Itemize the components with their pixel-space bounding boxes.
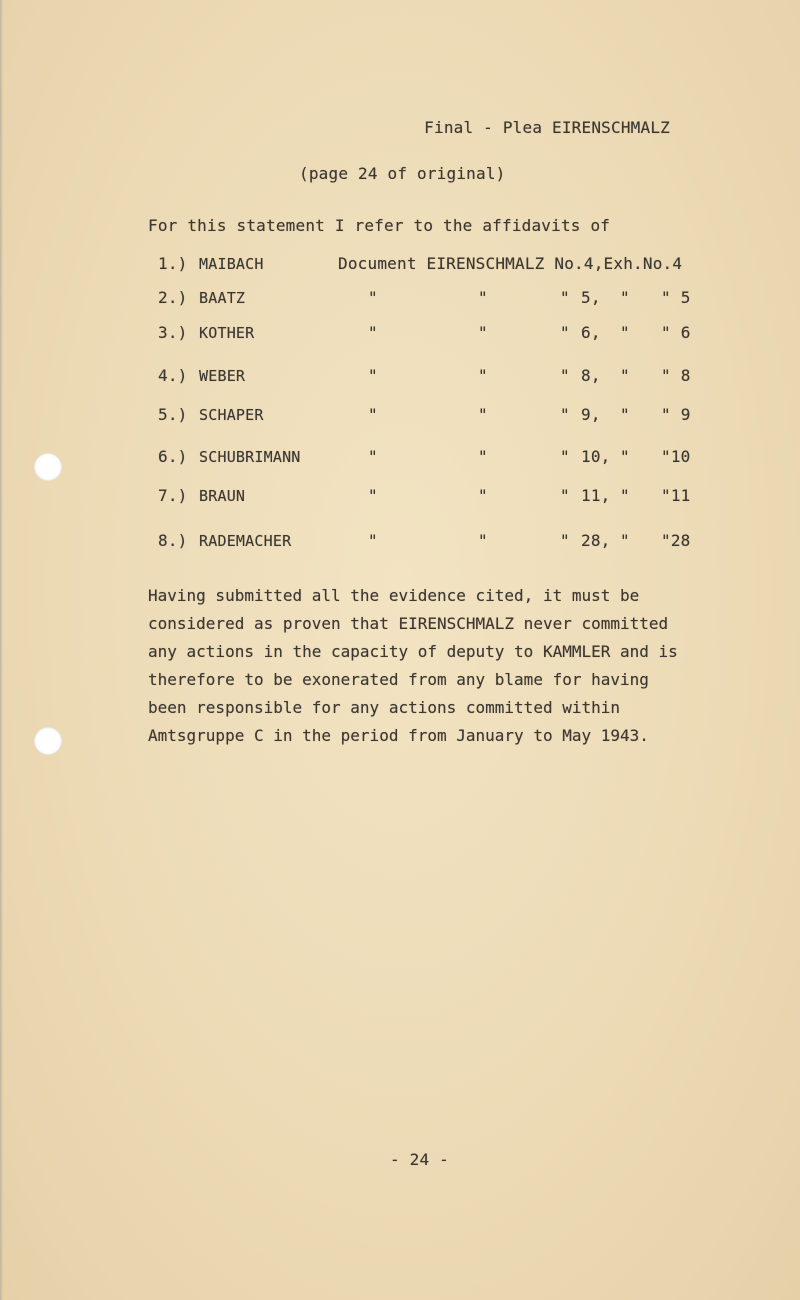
affiant-name: KOTHER <box>199 324 255 342</box>
row-number: 2.) <box>158 288 188 307</box>
header-title: Final - Plea EIRENSCHMALZ <box>424 118 670 137</box>
ditto-mark: " <box>368 405 378 424</box>
row-number: 7.) <box>158 486 188 505</box>
punch-hole <box>34 727 62 755</box>
page-number: - 24 - <box>390 1150 449 1169</box>
document-number: 10, <box>581 447 611 466</box>
ditto-mark: " <box>478 531 488 550</box>
paragraph-line: been responsible for any actions committed within <box>148 698 621 717</box>
row-number: 8.) <box>158 531 188 550</box>
paragraph-line: considered as proven that EIRENSCHMALZ never committed <box>148 614 669 633</box>
paragraph-line: therefore to be exonerated from any blame for having <box>148 670 649 689</box>
ditto-mark: " <box>620 486 630 505</box>
affiant-name: RADEMACHER <box>199 532 292 550</box>
ditto-mark: " <box>560 288 570 307</box>
ditto-mark: " <box>560 531 570 550</box>
ditto-mark: " <box>560 323 570 342</box>
ditto-mark: " <box>478 447 488 466</box>
ditto-mark: " <box>368 447 378 466</box>
exhibit-number: "11 <box>661 486 691 505</box>
document-number: 8, <box>581 366 601 385</box>
document-number: 28, <box>581 531 611 550</box>
conclusion-paragraph <box>148 582 708 750</box>
ditto-mark: " <box>560 447 570 466</box>
ditto-mark: " <box>478 405 488 424</box>
ditto-mark: " <box>368 366 378 385</box>
document-number: 6, <box>581 323 601 342</box>
exhibit-number: " 6 <box>661 323 691 342</box>
affiant-name: WEBER <box>199 367 246 385</box>
document-number: 5, <box>581 288 601 307</box>
page-edge <box>0 0 3 1300</box>
document-number: 11, <box>581 486 611 505</box>
paragraph-line: Having submitted all the evidence cited, it must be <box>148 586 640 605</box>
affiant-name: MAIBACH <box>199 255 264 273</box>
ditto-mark: " <box>620 531 630 550</box>
ditto-mark: " <box>368 323 378 342</box>
ditto-mark: " <box>560 486 570 505</box>
ditto-mark: " <box>620 366 630 385</box>
document-number: 9, <box>581 405 601 424</box>
page-reference: (page 24 of original) <box>299 164 506 183</box>
exhibit-number: " 5 <box>661 288 691 307</box>
ditto-mark: " <box>368 486 378 505</box>
ditto-mark: " <box>368 531 378 550</box>
ditto-mark: " <box>560 405 570 424</box>
row-number: 4.) <box>158 366 188 385</box>
affiant-name: SCHAPER <box>199 406 264 424</box>
ditto-mark: " <box>478 486 488 505</box>
ditto-mark: " <box>620 405 630 424</box>
row-number: 6.) <box>158 447 188 466</box>
exhibit-number: " 9 <box>661 405 691 424</box>
affiant-name: BRAUN <box>199 487 246 505</box>
paragraph-line: any actions in the capacity of deputy to KAMMLER and is <box>148 642 678 661</box>
ditto-mark: " <box>478 323 488 342</box>
affiant-name: BAATZ <box>199 289 246 307</box>
ditto-mark: " <box>560 366 570 385</box>
row-number: 5.) <box>158 405 188 424</box>
ditto-mark: " <box>478 366 488 385</box>
exhibit-number: "28 <box>661 531 691 550</box>
intro-text: For this statement I refer to the affidavits of <box>148 216 611 235</box>
row-number: 1.) <box>158 254 188 273</box>
exhibit-number: " 8 <box>661 366 691 385</box>
ditto-mark: " <box>620 323 630 342</box>
exhibit-number: "10 <box>661 447 691 466</box>
paragraph-line: Amtsgruppe C in the period from January to May 1943. <box>148 726 649 745</box>
affiant-name: SCHUBRIMANN <box>199 448 301 466</box>
document-ref: Document EIRENSCHMALZ No.4,Exh.No.4 <box>338 254 683 273</box>
punch-hole <box>34 453 62 481</box>
ditto-mark: " <box>368 288 378 307</box>
ditto-mark: " <box>620 288 630 307</box>
ditto-mark: " <box>478 288 488 307</box>
row-number: 3.) <box>158 323 188 342</box>
ditto-mark: " <box>620 447 630 466</box>
